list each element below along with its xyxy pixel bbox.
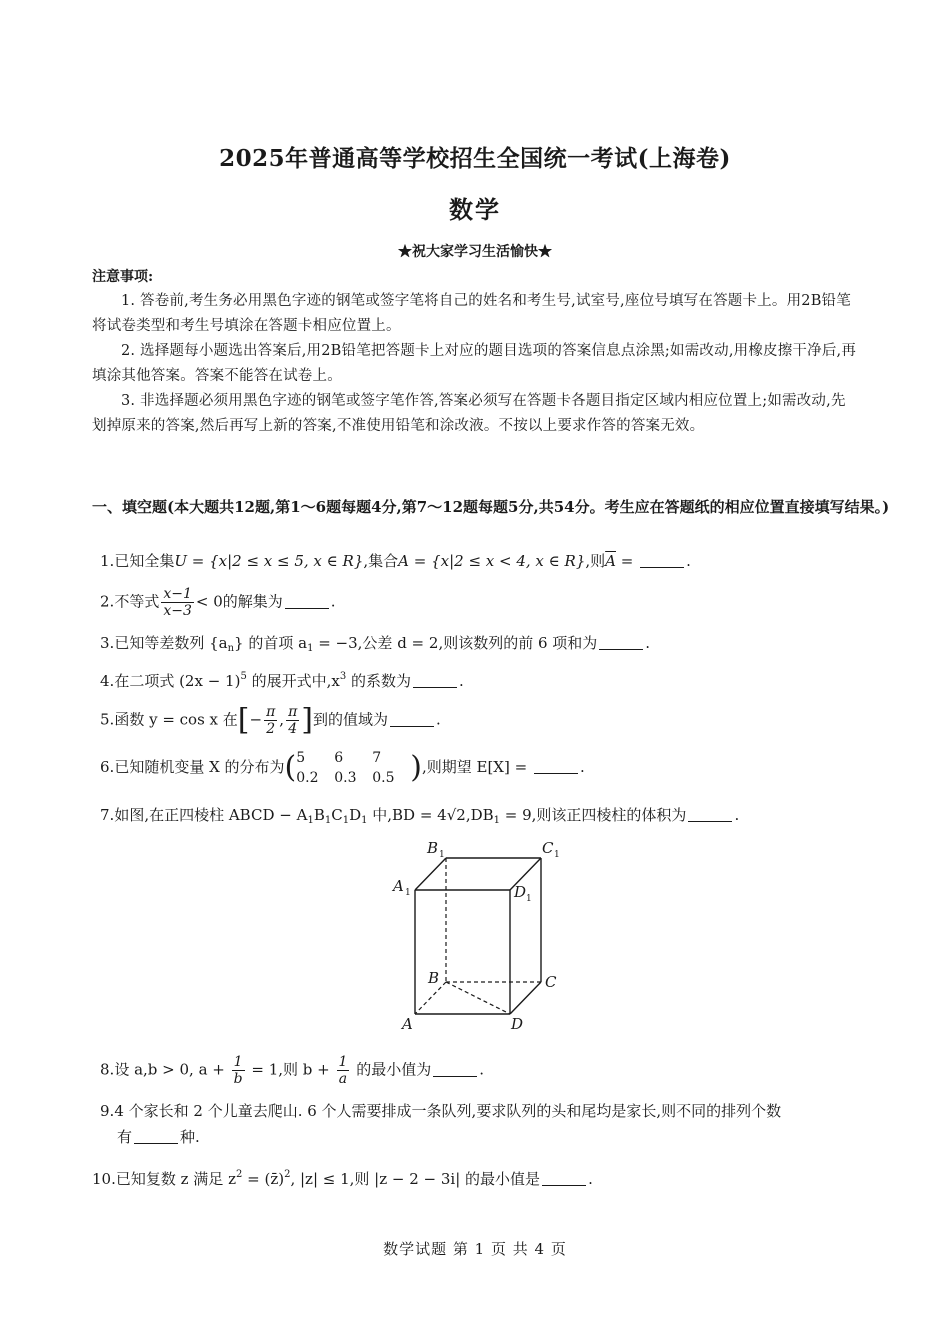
svg-text:1: 1	[526, 894, 532, 904]
question-4: 4.在二项式 $(2x - 1)^5$ 的展开式中$,x^3$ 的系数为 .	[100, 671, 464, 690]
question-1: 1.已知全集U = {x|2 ≤ x ≤ 5, x ∈ R},集合A = {x|2 ≤ x < 4, x ∈ R},则$\overline{A}$ = .	[100, 552, 691, 570]
answer-blank[interactable]	[285, 594, 329, 609]
svg-text:1: 1	[439, 850, 445, 860]
svg-text:1: 1	[554, 850, 560, 860]
edge-BD	[446, 982, 510, 1014]
answer-blank[interactable]	[413, 673, 457, 688]
label-B: B	[428, 969, 440, 987]
label-D1: D	[514, 883, 527, 901]
fraction: $\frac{x-1}{x-3}$	[163, 586, 192, 619]
subject-title: 数学	[449, 195, 501, 224]
notice-item-3: 3. 非选择题必须用黑色字迹的钢笔或签字笔作答,答案必须写在答题卡各题目指定区域内相应位置上;如需改动,先划掉原来的答案,然后再写上新的答案,不准使用铅笔和涂改液。不按以上要求作答的答案无效。	[92, 393, 846, 434]
label-D: D	[511, 1015, 524, 1033]
q-number: 1.	[100, 552, 115, 570]
label-C1: C	[542, 839, 554, 857]
answer-blank[interactable]	[534, 759, 578, 774]
distribution-matrix: 5 6 7 0.2 0.3 0.5	[296, 750, 395, 786]
edge-A1B1	[415, 858, 446, 890]
section-heading: 一、填空题(本大题共12题,第1～6题每题4分,第7～12题每题5分,共54分。考生应在答题纸的相应位置直接填写结果。)	[92, 498, 890, 516]
label-A: A	[402, 1015, 413, 1033]
edge-CD	[510, 982, 541, 1014]
motto: ★祝大家学习生活愉快★	[398, 244, 552, 260]
question-3: 3.已知等差数列 $\{a_n\}$ 的首项 $a_1 = -3$,公差 d = 2,则该数列的前 6 项和为 .	[100, 634, 651, 654]
question-6: 6.已知随机变量 X 的分布为( 5 6 7 0.2 0.3 0.5 ),则期望 E[X] = .	[100, 750, 585, 786]
question-2: 2.不等式 $\frac{x-1}{x-3}$ < 0的解集为 .	[100, 586, 336, 619]
notice-item-2: 2. 选择题每小题选出答案后,用2B铅笔把答题卡上对应的题目选项的答案信息点涂黑;如需改动,用橡皮擦干净后,再填涂其他答案。答案不能答在试卷上。	[92, 343, 857, 384]
page-footer: 数学试题 第 1 页 共 4 页	[383, 1240, 567, 1258]
svg-text:1: 1	[405, 888, 411, 898]
question-9: 9.4 个家长和 2 个儿童去爬山. 6 个人需要排成一条队列,要求队列的头和尾均是家长,则不同的排列个数	[100, 1102, 782, 1120]
answer-blank[interactable]	[599, 635, 643, 650]
label-C: C	[545, 973, 557, 991]
prism-figure	[390, 836, 570, 1036]
notice-heading: 注意事项:	[92, 269, 154, 285]
question-9-cont: 有 种.	[117, 1128, 200, 1146]
answer-blank[interactable]	[542, 1171, 586, 1186]
answer-blank[interactable]	[433, 1062, 477, 1077]
question-5: 5.函数 y = cos x 在[− $\frac{\pi}{2}$ , $\frac{\pi}{4}$ ]到的值域为 .	[100, 702, 441, 738]
label-B1: B	[427, 839, 439, 857]
question-7: 7.如图,在正四棱柱 ABCD − $A_1B_1C_1D_1$ 中$,BD = 4√2,DB_1 = 9$,则该正四棱柱的体积为 .	[100, 806, 740, 826]
notice-item-1: 1. 答卷前,考生务必用黑色字迹的钢笔或签字笔将自己的姓名和考生号,试室号,座位号填写在答题卡上。用2B铅笔将试卷类型和考生号填涂在答题卡相应位置上。	[92, 293, 851, 334]
question-8: 8.设 a,b > 0, a + $\frac{1}{b}$ = 1,则 b + $\frac{1}{a}$ 的最小值为 .	[100, 1054, 484, 1087]
answer-blank[interactable]	[688, 807, 732, 822]
question-10: 10.已知复数 z 满足 $z^2$ = (z̄)$^2$, |z| ≤ 1,则 |z − 2 − 3i| 的最小值是 .	[92, 1169, 593, 1188]
answer-blank[interactable]	[390, 712, 434, 727]
label-A1: A	[393, 877, 404, 895]
answer-blank[interactable]	[640, 553, 684, 568]
exam-title: 2025年普通高等学校招生全国统一考试(上海卷)	[219, 145, 731, 172]
answer-blank[interactable]	[134, 1129, 178, 1144]
